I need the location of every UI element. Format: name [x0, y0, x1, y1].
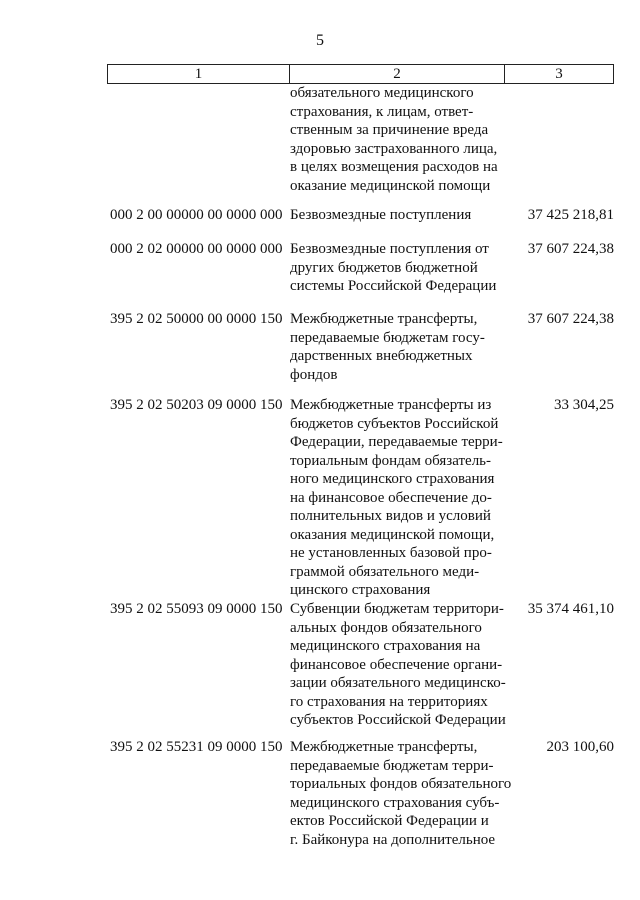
row-name-line: ториальным фондам обязатель- [290, 452, 492, 469]
row-name-line: Субвенции бюджетам территори- [290, 601, 504, 617]
row-name-line: обязательного медицинского [290, 85, 474, 101]
row-name-line: финансовое обеспечение органи- [290, 656, 503, 673]
row-name-line: цинского страхования [290, 582, 431, 598]
row-name-line: бюджетов субъектов Российской [290, 415, 499, 432]
header-col-2: 2 [290, 65, 505, 83]
row-code: 395 2 02 55093 09 0000 150 [110, 601, 283, 617]
row-amount: 203 100,60 [546, 739, 614, 755]
row-name-line: не установленных базовой про- [290, 545, 492, 561]
row-name [290, 84, 498, 195]
row-name [290, 738, 511, 849]
row-name [290, 600, 506, 730]
page-number: 5 [316, 32, 324, 49]
row-name-line: страхования, к лицам, ответ- [290, 103, 474, 120]
row-name-line: ектов Российской Федерации и [290, 813, 489, 829]
row-name-line: г. Байконура на дополнительное [290, 831, 496, 848]
row-name-line: оказание медицинской помощи [290, 177, 491, 194]
row-name-line: полнительных видов и условий [290, 508, 491, 524]
row-name-line: на финансовое обеспечение до- [290, 489, 492, 506]
row-name-line: передаваемые бюджетам госу- [290, 329, 485, 346]
row-name-line: в целях возмещения расходов на [290, 159, 498, 175]
row-amount: 37 607 224,38 [527, 311, 614, 327]
table-header [107, 64, 614, 84]
row-name-line: Межбюджетные трансферты, [290, 311, 478, 327]
row-name-line: Межбюджетные трансферты, [290, 739, 478, 755]
row-name-line: граммой обязательного меди- [290, 563, 480, 580]
row-name-line: ториальных фондов обязательного [290, 776, 512, 792]
row-name [290, 310, 485, 384]
row-name-line: медицинского страхования субъ- [290, 794, 500, 811]
row-name-line: медицинского страхования на [290, 638, 481, 654]
row-name-line: ного медицинского страхования [290, 471, 495, 487]
row-code: 000 2 02 00000 00 0000 000 [110, 241, 283, 257]
row-name-line: здоровью застрахованного лица, [290, 140, 498, 157]
row-name-line: зации обязательного медицинско- [290, 675, 506, 691]
row-name-line: других бюджетов бюджетной [290, 259, 478, 276]
row-name-line: фондов [290, 366, 338, 383]
row-name-line: Федерации, передаваемые терри- [290, 434, 503, 450]
row-name-line: оказания медицинской помощи, [290, 526, 495, 543]
row-amount: 35 374 461,10 [527, 601, 614, 617]
row-name [290, 206, 471, 225]
row-amount: 33 304,25 [554, 397, 614, 413]
row-amount: 37 607 224,38 [527, 241, 614, 257]
row-name-line: передаваемые бюджетам терри- [290, 757, 494, 774]
row-code: 000 2 00 00000 00 0000 000 [110, 207, 283, 223]
row-code: 395 2 02 50203 09 0000 150 [110, 397, 283, 413]
row-name-line: го страхования на территориях [290, 693, 488, 710]
row-amount: 37 425 218,81 [527, 207, 614, 223]
row-name-line: Безвозмездные поступления [290, 207, 472, 223]
row-name-line: системы Российской Федерации [290, 278, 497, 294]
row-name-line: Безвозмездные поступления от [290, 241, 489, 257]
row-code: 395 2 02 50000 00 0000 150 [110, 311, 283, 327]
row-name-line: альных фондов обязательного [290, 619, 482, 636]
row-name [290, 396, 503, 600]
row-name-line: субъектов Российской Федерации [290, 712, 506, 728]
row-name-line: Межбюджетные трансферты из [290, 397, 492, 413]
row-name-line: ственным за причинение вреда [290, 122, 489, 138]
row-code: 395 2 02 55231 09 0000 150 [110, 739, 283, 755]
header-col-3: 3 [555, 65, 563, 82]
header-col-1: 1 [108, 65, 290, 83]
row-name [290, 240, 496, 296]
row-name-line: дарственных внебюджетных [290, 348, 473, 364]
